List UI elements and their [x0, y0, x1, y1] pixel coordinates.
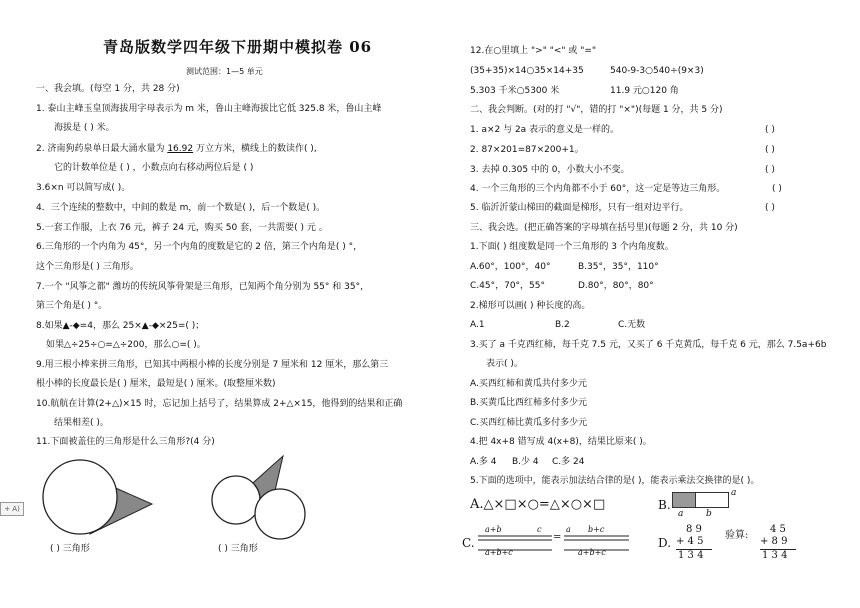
circle-shape-1	[43, 460, 117, 534]
choice-4-c: C.多 24	[552, 457, 585, 467]
option-d-row3: 1 3 4	[678, 550, 704, 561]
choice-1-c: C.45°，70°，55°	[470, 281, 546, 291]
q2-line2: 它的计数单位是 ( ) ，小数点向右移动两位后是 ( )	[54, 163, 254, 173]
choice-1-b: B.35°，35°，110°	[578, 262, 659, 272]
q6-line1: 6.三角形的一个内角为 45°，另一个内角的度数是它的 2 倍，第三个内角是( ) °，	[36, 242, 363, 252]
option-c-label: C.	[462, 536, 475, 550]
q10-line2: 结果相差( )。	[54, 418, 109, 428]
q12-d: 11.9 元○120 角	[610, 86, 679, 96]
judge-1: 1. a×2 与 2a 表示的意义是一样的。	[470, 125, 620, 135]
option-c-bot1: a+b+c	[485, 548, 513, 557]
option-c-top4: b+c	[588, 525, 605, 534]
q6-line2: 这个三角形是( ) 三角形。	[36, 262, 139, 272]
q11-answer-2: ( ) 三角形	[218, 544, 258, 554]
q2-line1: 2. 济南狗药泉单日最大涌水量为 16.92 万立方米，横线上的数读作( ),	[36, 144, 317, 154]
option-c-top2: c	[537, 525, 542, 534]
option-d-row6: 1 3 4	[762, 550, 788, 561]
judge-5: 5. 临沂沂蒙山梯田的截面是梯形，只有一组对边平行。	[470, 203, 689, 213]
option-d-row2: + 4 5	[676, 536, 704, 547]
choice-4-b: B.少 4	[512, 457, 539, 467]
q10-line1: 10.航航在计算(2+△)×15 时，忘记加上括号了，结果算成 2+△×15，他得到的结果和正确	[36, 399, 403, 409]
option-b-label: B.	[658, 498, 671, 512]
choice-5: 5.下面的选项中，能表示加法结合律的是( )，能表示乘法交换律的是( )。	[470, 476, 760, 486]
q12: 12.在○里填上 ">" "<" 或 "="	[470, 46, 597, 56]
page-title: 青岛版数学四年级下册期中模拟卷 06	[103, 38, 373, 56]
q11: 11.下面被盖住的三角形是什么三角形?(4 分)	[36, 437, 215, 447]
q9-line1: 9.用三根小棒来拼三角形，已知其中两根小棒的长度分别是 7 厘米和 12 厘米，那么第三	[36, 360, 389, 370]
choice-3-line1: 3.买了 a 千克西红柿，每千克 7.5 元，又买了 6 千克黄瓜，每千克 6 元，那么 7.5a+6b	[470, 340, 827, 350]
section-3-heading: 三、我会选。(把正确答案的字母填在括号里)(每题 2 分，共 10 分)	[470, 223, 738, 233]
option-c-bot2: a+b+c	[578, 548, 606, 557]
option-a-equation: A.△×□×○=△×○×□	[470, 497, 606, 512]
option-b-a-bottom: a	[678, 509, 684, 519]
q3: 3.6×n 可以简写成( )。	[36, 183, 131, 193]
q8-line2: 如果△÷25÷○=△÷200，那么○=( )。	[46, 340, 206, 350]
judge-4: 4. 一个三角形的三个内角都不小于 60°，这一定是等边三角形。	[470, 184, 726, 194]
judge-2-paren: ( )	[765, 145, 775, 155]
option-b-a-side: a	[731, 488, 737, 498]
option-d-row1: 8 9	[686, 524, 702, 535]
choice-3-a: A.买西红柿和黄瓜共付多少元	[470, 379, 587, 389]
choice-1-a: A.60°，100°，40°	[470, 262, 551, 272]
option-d-check-label: 验算:	[725, 530, 749, 541]
q1-line2: 海拔是 ( ) 米。	[54, 123, 115, 133]
option-c-top1: a+b	[485, 525, 502, 534]
q4: 4．三个连续的整数中，中间的数是 m，前一个数是( )，后一个数是( )。	[36, 203, 326, 213]
figure-covered-triangle-2	[205, 450, 315, 550]
q8-line1: 8.如果▲-◆=4，那么 25×▲-◆×25=( )；	[36, 321, 205, 331]
q5: 5.一套工作服，上衣 76 元，裤子 24 元，购买 50 套，一共需要( ) 元 。	[36, 223, 328, 233]
option-d-row4: 4 5	[770, 524, 786, 535]
choice-2-c: C.无数	[618, 320, 646, 330]
q7-line1: 7.一个 "风筝之都" 潍坊的传统风筝骨架是三角形，已知两个角分别为 55° 和 35°，	[36, 282, 370, 292]
q12-c: 5.303 千米○5300 米	[470, 86, 560, 96]
q12-a: (35+35)×14○35×14+35	[470, 66, 584, 76]
judge-4-paren: ( )	[772, 184, 782, 194]
option-d-label: D.	[658, 536, 672, 550]
judge-2: 2. 87×201=87×200+1。	[470, 145, 584, 155]
q12-b: 540-9-3○540÷(9×3)	[610, 66, 704, 76]
option-d-row5: + 8 9	[760, 536, 788, 547]
circle-shape-2b	[255, 489, 305, 539]
figure-covered-triangle-1	[30, 452, 170, 547]
choice-4-a: A.多 4	[470, 457, 497, 467]
choice-4: 4.把 4x+8 错写成 4(x+8)，结果比原来( )。	[470, 437, 652, 447]
section-1-heading: 一、我会填。(每空 1 分，共 28 分)	[36, 84, 180, 94]
rect-plain	[695, 492, 729, 508]
q1-line1: 1. 泰山主峰玉皇顶海拔用字母表示为 m 米，鲁山主峰海拔比它低 325.8 米，鲁山主峰	[36, 104, 382, 114]
judge-1-paren: ( )	[765, 125, 775, 135]
choice-2-a: A.1	[470, 320, 485, 330]
judge-3-paren: ( )	[765, 165, 775, 175]
choice-1-d: D.80°，80°，80°	[578, 281, 654, 291]
q9-line2: 根小棒的长度最长是( ) 厘米，最短是( ) 厘米。(取整厘米数)	[36, 379, 276, 389]
circle-shape-2a	[212, 476, 260, 524]
option-c-equals: =	[553, 532, 562, 543]
choice-2: 2.梯形可以画( ) 种长度的高。	[470, 301, 591, 311]
rect-shaded	[672, 492, 696, 508]
right-column	[440, 0, 860, 608]
choice-3-line2: 表示( )。	[486, 359, 523, 369]
q11-answer-1: ( ) 三角形	[50, 544, 90, 554]
section-2-heading: 二、我会判断。(对的打 "√"，错的打 "×")(每题 1 分，共 5 分)	[470, 105, 723, 115]
choice-1: 1.下面( ) 组度数是同一个三角形的 3 个内角度数。	[470, 242, 674, 252]
choice-3-c: C.买西红柿比黄瓜多付多少元	[470, 418, 588, 428]
choice-3-b: B.买黄瓜比西红柿多付多少元	[470, 398, 588, 408]
test-scope: 测试范围：1—5 单元	[186, 67, 263, 76]
choice-2-b: B.2	[555, 320, 570, 330]
option-b-b-bottom: b	[706, 509, 712, 519]
judge-5-paren: ( )	[765, 203, 775, 213]
judge-3: 3. 去掉 0.305 中的 0，小数大小不变。	[470, 165, 630, 175]
option-c-top3: a	[566, 525, 571, 534]
side-tab[interactable]: + A)	[0, 502, 24, 516]
q7-line2: 第三个角是( ) °。	[36, 301, 108, 311]
